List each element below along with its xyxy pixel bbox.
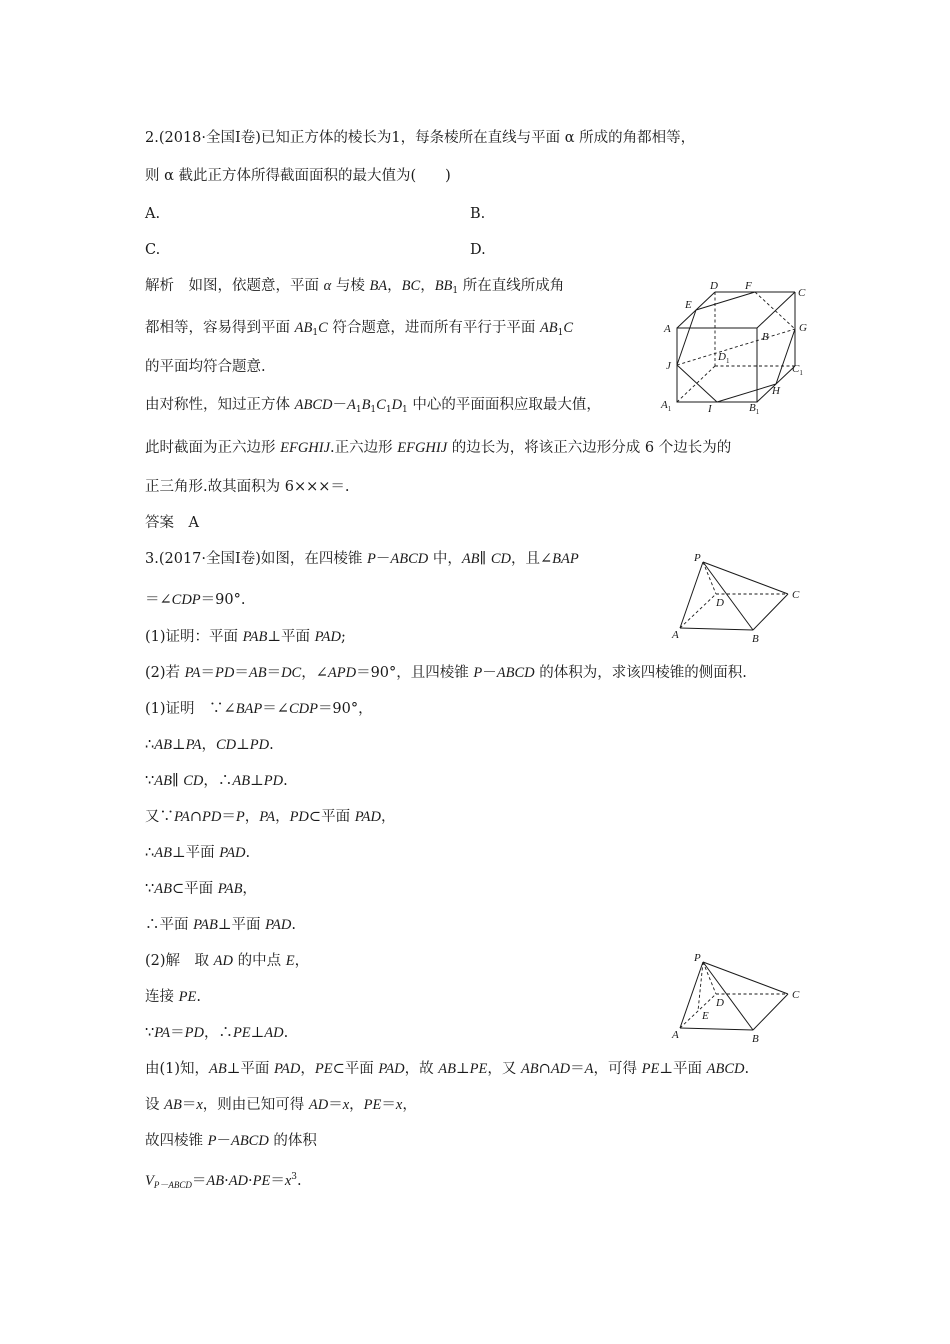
q3-solution-step-3: ∵PA＝PD，∴PE⊥AD. — [145, 1025, 289, 1041]
pyramid2-label-p: P — [694, 952, 701, 964]
cube-label-g: G — [799, 322, 807, 334]
pyramid1-label-c: C — [792, 589, 800, 601]
pyramid1-label-a: A — [672, 629, 679, 641]
cube-label-d: D — [710, 280, 718, 292]
q3-stem-line-1: 3.(2017·全国Ⅰ卷)如图，在四棱锥 P－ABCD 中，AB∥ CD，且∠BAP — [145, 551, 579, 567]
cube-label-f: F — [745, 280, 752, 292]
q2-stem-line-1: 2.(2018·全国Ⅰ卷)已知正方体的棱长为1，每条棱所在直线与平面 α 所成的角都相等， — [145, 130, 696, 146]
q3-solution-step-4: 由(1)知，AB⊥平面 PAD，PE⊂平面 PAD，故 AB⊥PE，又 AB∩AD＝A，可得 PE⊥平面 ABCD. — [145, 1061, 750, 1077]
q3-proof-step-2: ∵AB∥ CD，∴AB⊥PD. — [145, 773, 288, 789]
q3-solution-step-5: 设 AB＝x，则由已知可得 AD＝x，PE＝x， — [145, 1097, 417, 1113]
pyramid2-label-b: B — [752, 1033, 759, 1045]
q2-option-d: D. — [470, 242, 486, 258]
pyramid-figure-2 — [668, 950, 818, 1045]
pyramid1-label-b: B — [752, 633, 759, 645]
cube-label-c: C — [798, 287, 806, 299]
pyramid2-label-a: A — [672, 1029, 679, 1041]
cube-label-a1: $A_1$ — [661, 399, 672, 413]
q3-proof-step-3: 又∵PA∩PD＝P，PA，PD⊂平面 PAD， — [145, 809, 396, 825]
q2-analysis-line-6: 正三角形.故其面积为 6×××＝. — [145, 479, 350, 495]
q2-option-b: B. — [470, 206, 486, 222]
q3-solution-volume: $V_{P-ABCD}=AB\cdot AD\cdot PE=x^3$. — [145, 1172, 302, 1190]
cube-label-d1: $D_1$ — [718, 351, 730, 365]
q3-stem-line-2: ＝∠CDP＝90°. — [145, 592, 246, 608]
q3-proof-step-6: ∴平面 PAB⊥平面 PAD. — [145, 917, 296, 933]
q2-analysis-line-1: 解析 如图，依题意，平面 α 与棱 BA，BC，$BB_1$ 所在直线所成角 — [145, 278, 565, 296]
pyramid2-label-c: C — [792, 989, 800, 1001]
cube-label-j: J — [666, 360, 671, 372]
q3-proof-step-5: ∵AB⊂平面 PAB， — [145, 881, 257, 897]
cube-label-b1: $B_1$ — [749, 402, 760, 416]
q2-option-c: C. — [145, 242, 161, 258]
pyramid-figure-1 — [668, 550, 818, 645]
q2-analysis-line-3: 的平面均符合题意. — [145, 359, 266, 375]
q3-proof-step-1: ∴AB⊥PA，CD⊥PD. — [145, 737, 274, 753]
q3-part-1: (1)证明：平面 PAB⊥平面 PAD; — [145, 629, 346, 645]
q3-solution-step-6: 故四棱锥 P－ABCD 的体积 — [145, 1133, 317, 1149]
q2-analysis-line-2: 都相等，容易得到平面 $AB_1C$ 符合题意，进而所有平行于平面 $AB_1C$ — [145, 320, 574, 338]
q2-analysis-line-5: 此时截面为正六边形 EFGHIJ.正六边形 EFGHIJ 的边长为，将该正六边形分成 6 个边长为的 — [145, 440, 732, 456]
q3-part-2: (2)若 PA＝PD＝AB＝DC，∠APD＝90°，且四棱锥 P－ABCD 的体积为，求该四棱锥的侧面积. — [145, 665, 747, 681]
q2-stem-line-2: 则 α 截此正方体所得截面面积的最大值为( ) — [145, 168, 451, 184]
q3-solution-step-2: 连接 PE. — [145, 989, 201, 1005]
cube-label-h: H — [772, 385, 780, 397]
q2-answer: 答案 A — [145, 515, 199, 531]
pyramid1-label-p: P — [694, 552, 701, 564]
cube-label-e: E — [685, 299, 692, 311]
q2-analysis-line-4: 由对称性，知过正方体 $ABCD-A_1B_1C_1D_1$ 中心的平面面积应取最大值， — [145, 397, 601, 415]
cube-label-b: B — [762, 331, 769, 343]
q2-option-a: A. — [145, 206, 161, 222]
q3-proof-step-4: ∴AB⊥平面 PAD. — [145, 845, 251, 861]
cube-label-c1: $C_1$ — [792, 363, 803, 377]
pyramid2-label-e: E — [702, 1010, 709, 1022]
q3-proof-heading: (1)证明 ∵∠BAP＝∠CDP＝90°， — [145, 701, 373, 717]
q3-solution-step-1: (2)解 取 AD 的中点 E， — [145, 953, 310, 969]
pyramid2-label-d: D — [716, 997, 724, 1009]
cube-figure — [655, 278, 815, 416]
cube-label-i: I — [708, 403, 712, 415]
cube-label-a: A — [664, 323, 671, 335]
pyramid1-label-d: D — [716, 597, 724, 609]
